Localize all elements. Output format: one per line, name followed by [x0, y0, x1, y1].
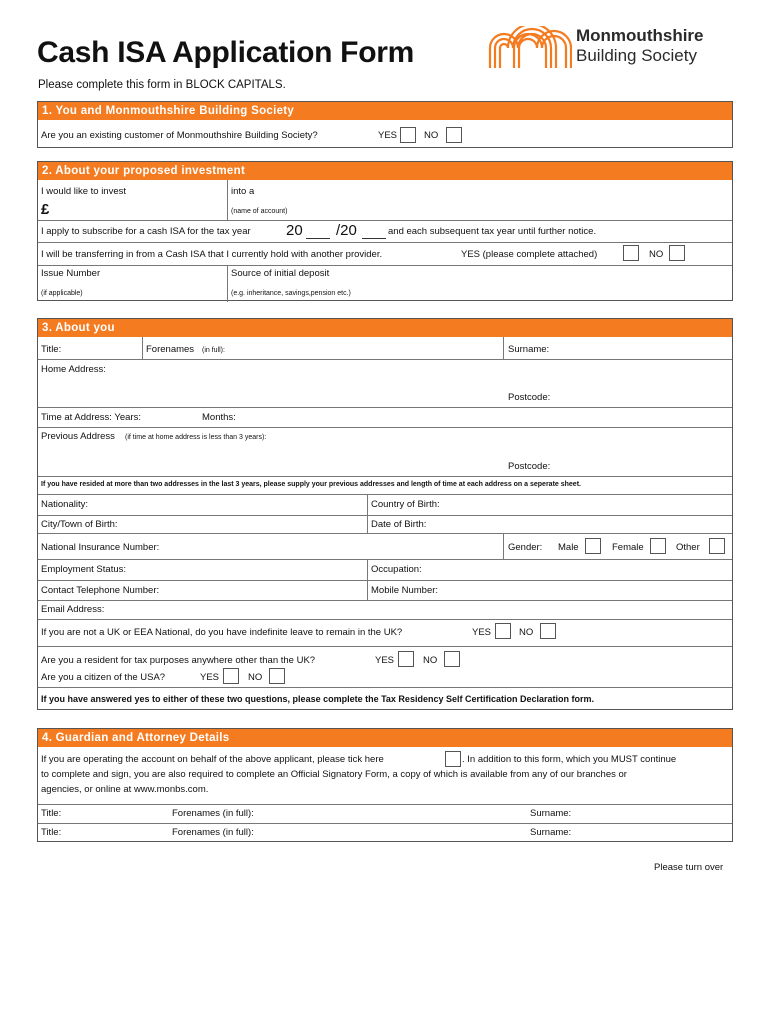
tax-year-label: I apply to subscribe for a cash ISA for the tax year — [41, 226, 251, 237]
section-4-heading: 4. Guardian and Attorney Details — [38, 729, 732, 747]
existing-customer-label: Are you an existing customer of Monmouthshire Building Society? — [41, 130, 318, 141]
previous-address-hint: (if time at home address is less than 3 years): — [125, 434, 267, 441]
guardian-instructions-line2: to complete and sign, you are also required to complete an Official Signatory Form, a copy of which is available from any of our branches or — [41, 769, 627, 780]
transfer-yes-label: YES (please complete attached) — [461, 249, 598, 260]
country-of-birth-label: Country of Birth: — [371, 499, 440, 510]
tax-resident-no-checkbox[interactable] — [444, 651, 460, 667]
tax-resident-yes-label: YES — [375, 655, 395, 666]
gender-other-label: Other — [676, 542, 700, 553]
employment-label: Employment Status: — [41, 564, 127, 575]
gender-female-label: Female — [612, 542, 644, 553]
issue-number-label: Issue Number — [41, 268, 101, 279]
usa-citizen-no-checkbox[interactable] — [269, 668, 285, 684]
existing-customer-no-label: NO — [424, 130, 439, 141]
tax-year-start-input[interactable] — [306, 238, 330, 239]
indefinite-leave-question: If you are not a UK or EEA National, do you have indefinite leave to remain in the UK? — [41, 627, 403, 638]
guardian1-surname-label: Surname: — [530, 808, 572, 819]
nationality-label: Nationality: — [41, 499, 88, 510]
indefinite-leave-no-label: NO — [519, 627, 534, 638]
existing-customer-yes-label: YES — [378, 130, 398, 141]
section-4 — [37, 728, 733, 842]
mobile-number-label: Mobile Number: — [371, 585, 439, 596]
guardian-tick-checkbox[interactable] — [445, 751, 461, 767]
previous-address-label: Previous Address — [41, 431, 115, 442]
usa-citizen-yes-checkbox[interactable] — [223, 668, 239, 684]
date-of-birth-label: Date of Birth: — [371, 519, 427, 530]
home-address-label: Home Address: — [41, 364, 106, 375]
indefinite-leave-yes-checkbox[interactable] — [495, 623, 511, 639]
section-3-heading: 3. About you — [38, 319, 732, 337]
gender-label: Gender: — [508, 542, 543, 553]
logo-text-line1: Monmouthshire — [576, 26, 704, 45]
city-of-birth-label: City/Town of Birth: — [41, 519, 118, 530]
email-label: Email Address: — [41, 604, 105, 615]
postcode-label: Postcode: — [508, 392, 551, 403]
issue-number-hint: (if applicable) — [41, 290, 83, 297]
pound-sign: £ — [41, 201, 50, 218]
logo-text-line2: Building Society — [576, 46, 697, 65]
guardian1-forenames-label: Forenames (in full): — [172, 808, 254, 819]
gender-male-checkbox[interactable] — [585, 538, 601, 554]
tax-resident-no-label: NO — [423, 655, 438, 666]
indefinite-leave-yes-label: YES — [472, 627, 492, 638]
tax-resident-yes-checkbox[interactable] — [398, 651, 414, 667]
deposit-source-hint: (e.g. inheritance, savings,pension etc.) — [231, 290, 351, 297]
gender-female-checkbox[interactable] — [650, 538, 666, 554]
guardian-instructions-part2: . In addition to this form, which you MUST continue — [462, 754, 677, 765]
tax-residency-note: If you have answered yes to either of these two questions, please complete the Tax Residency Self Certification Declaration form. — [41, 694, 594, 704]
title-label: Title: — [41, 344, 62, 355]
guardian2-title-label: Title: — [41, 827, 62, 838]
surname-label: Surname: — [508, 344, 550, 355]
transfer-no-checkbox[interactable] — [669, 245, 685, 261]
invest-amount-input[interactable] — [56, 200, 224, 218]
usa-citizen-question: Are you a citizen of the USA? — [41, 672, 166, 683]
contact-telephone-label: Contact Telephone Number: — [41, 585, 160, 596]
indefinite-leave-no-checkbox[interactable] — [540, 623, 556, 639]
guardian-instructions-line3: agencies, or online at www.monbs.com. — [41, 784, 209, 795]
section-2-heading: 2. About your proposed investment — [38, 162, 732, 180]
turn-over-note: Please turn over — [654, 862, 724, 873]
page-title: Cash ISA Application Form — [37, 36, 414, 69]
guardian2-forenames-label: Forenames (in full): — [172, 827, 254, 838]
instructions: Please complete this form in BLOCK CAPITALS. — [38, 79, 286, 91]
logo-waves-icon — [488, 26, 572, 70]
gender-other-checkbox[interactable] — [709, 538, 725, 554]
occupation-label: Occupation: — [371, 564, 422, 575]
tax-year-prefix: 20 — [286, 222, 303, 239]
account-name-hint: (name of account) — [231, 208, 288, 215]
usa-citizen-yes-label: YES — [200, 672, 220, 683]
account-name-label: into a — [231, 186, 255, 197]
usa-citizen-no-label: NO — [248, 672, 263, 683]
invest-amount-label: I would like to invest — [41, 186, 127, 197]
forenames-hint: (in full): — [202, 347, 225, 354]
existing-customer-yes-checkbox[interactable] — [400, 127, 416, 143]
tax-year-end-input[interactable] — [362, 238, 386, 239]
time-years-label: Time at Address: Years: — [41, 412, 141, 423]
section-3 — [37, 318, 733, 710]
guardian2-surname-label: Surname: — [530, 827, 572, 838]
forenames-label: Forenames — [146, 344, 195, 355]
previous-address-note: If you have resided at more than two addresses in the last 3 years, please supply your previous addresses and length of time at each address on a seperate sheet. — [41, 481, 581, 488]
tax-year-suffix: and each subsequent tax year until further notice. — [388, 226, 597, 237]
existing-customer-no-checkbox[interactable] — [446, 127, 462, 143]
ni-number-label: National Insurance Number: — [41, 542, 160, 553]
gender-male-label: Male — [558, 542, 579, 553]
transfer-no-label: NO — [649, 249, 664, 260]
transfer-label: I will be transferring in from a Cash ISA that I currently hold with another provider. — [41, 249, 383, 260]
transfer-yes-checkbox[interactable] — [623, 245, 639, 261]
guardian-instructions-part1: If you are operating the account on behalf of the above applicant, please tick here — [41, 754, 384, 765]
tax-resident-question: Are you a resident for tax purposes anywhere other than the UK? — [41, 655, 316, 666]
section-1-heading: 1. You and Monmouthshire Building Society — [38, 102, 732, 120]
deposit-source-label: Source of initial deposit — [231, 268, 330, 279]
postcode2-label: Postcode: — [508, 461, 551, 472]
tax-year-slash: /20 — [336, 222, 357, 239]
logo — [488, 22, 738, 74]
guardian1-title-label: Title: — [41, 808, 62, 819]
section-1 — [37, 101, 733, 148]
section-2 — [37, 161, 733, 301]
time-months-label: Months: — [202, 412, 236, 423]
